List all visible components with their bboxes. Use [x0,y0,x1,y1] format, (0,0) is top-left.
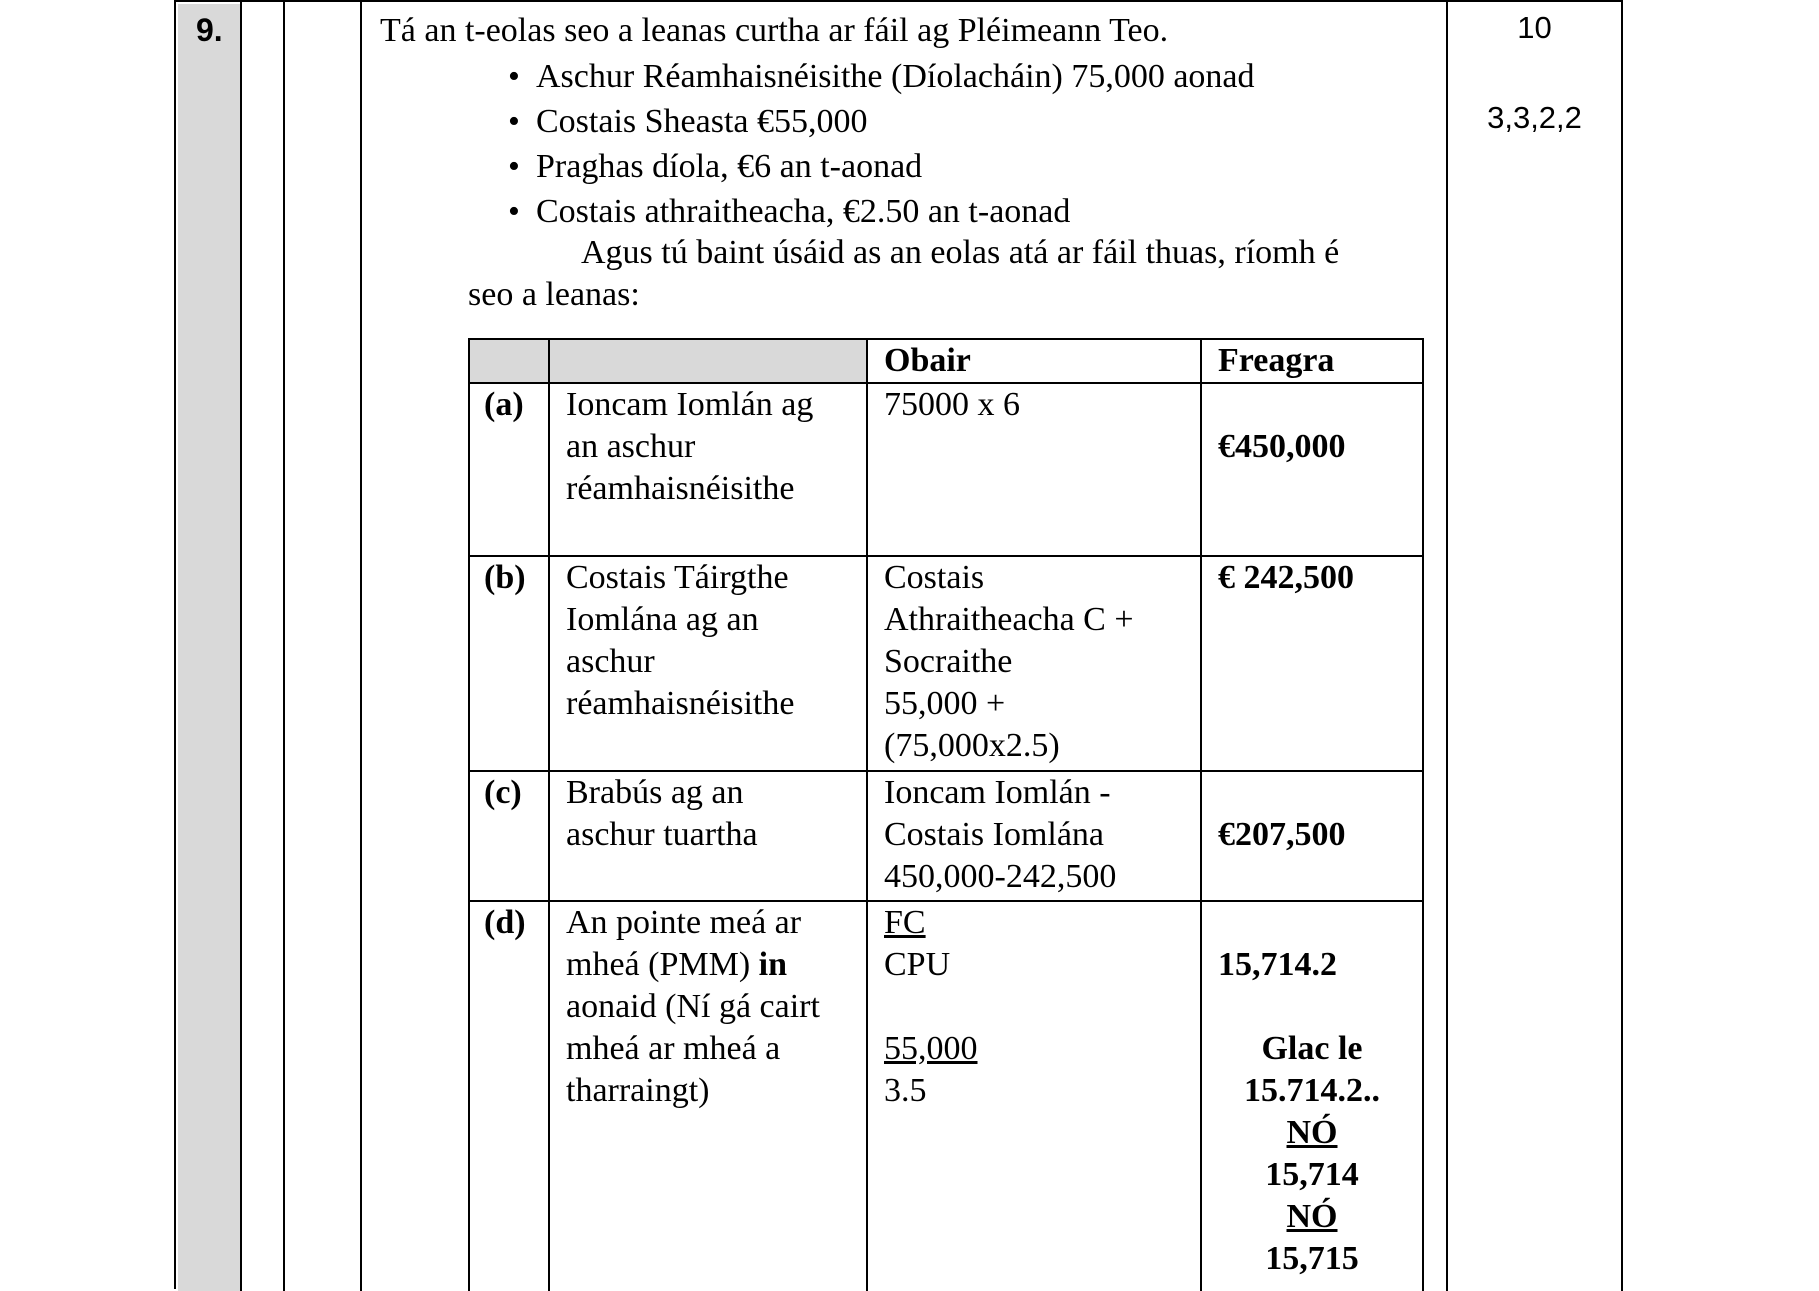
row-c-work [884,772,1116,898]
work-line: 55,000 + [884,685,1006,722]
answer-line: 15.714.2.. [1244,1072,1380,1109]
work-line: 450,000-242,500 [884,858,1117,895]
column-divider [1621,2,1623,1291]
row-d-answer: 15,714.2 [1218,946,1337,983]
answer-line: Glac le [1261,1030,1363,1067]
row-b-description [566,557,794,725]
desc-line: réamhaisnéisithe [566,685,795,722]
desc-line: mheá ar mheá a [566,1030,781,1067]
desc-line: aschur tuartha [566,816,758,853]
column-divider [240,2,242,1291]
row-a-description [566,384,813,510]
row-b-answer: € 242,500 [1218,559,1354,596]
marking-scheme-table [174,0,1623,1289]
bullet-item: • Costais Sheasta €55,000 [506,99,1255,144]
row-c-description [566,772,758,856]
row-a-answer: €450,000 [1218,428,1346,465]
desc-text: mheá (PMM) [566,946,759,983]
row-b-work [884,557,1134,767]
desc-bold-text: in [758,946,788,983]
work-line: (75,000x2.5) [884,727,1060,764]
desc-line [566,944,820,986]
desc-line: Ioncam Iomlán ag [566,386,814,423]
work-line: Costais Iomlána [884,816,1105,853]
desc-line: tharraingt) [566,1072,710,1109]
column-divider [1446,2,1448,1291]
row-d-accepted-answers [1202,1028,1422,1280]
desc-line: Costais Táirgthe [566,559,789,596]
work-line: Costais [884,559,985,596]
bullet-item: • Aschur Réamhaisnéisithe (Díolacháin) 75,000 aonad [506,54,1255,99]
column-divider [283,2,285,1291]
question-number-cell [178,4,240,1291]
row-a-work: 75000 x 6 [884,386,1020,423]
row-label-b: (b) [484,559,526,596]
header-shading [470,340,866,382]
desc-line: Brabús ag an [566,774,744,811]
answer-line: 15,715 [1265,1240,1359,1277]
marks-breakdown: 3,3,2,2 [1487,100,1582,135]
desc-line: réamhaisnéisithe [566,470,795,507]
total-marks: 10 [1517,10,1552,45]
column-divider [360,2,362,1291]
question-intro: Tá an t-eolas seo a leanas curtha ar fáil ag Pléimeann Teo. [380,12,1169,49]
question-number: 9. [196,12,223,48]
answer-table [468,338,1424,1291]
work-denominator-label: CPU [884,946,951,983]
info-bullet-list [506,54,1255,234]
answer-line: 15,714 [1265,1156,1359,1193]
or-label: NÓ [1286,1198,1338,1235]
instruction-line-2: seo a leanas: [468,276,640,313]
desc-line: aonaid (Ní gá cairt [566,988,820,1025]
row-c-answer: €207,500 [1218,816,1346,853]
header-answer: Freagra [1218,342,1335,379]
bullet-item: • Costais athraitheacha, €2.50 an t-aonad [506,189,1255,234]
row-label-a: (a) [484,386,524,423]
desc-line: Iomlána ag an [566,601,759,638]
desc-line: An pointe meá ar [566,904,802,941]
instruction-line-1: Agus tú baint úsáid as an eolas atá ar fáil thuas, ríomh é [581,234,1340,271]
work-line: Athraitheacha C + [884,601,1134,638]
work-line: Socraithe [884,643,1013,680]
work-denominator: 3.5 [884,1072,927,1109]
work-line: Ioncam Iomlán - [884,774,1111,811]
row-d-description [566,902,820,1112]
work-numerator-label: FC [884,904,926,941]
header-work: Obair [884,342,971,379]
bullet-item: • Praghas díola, €6 an t-aonad [506,144,1255,189]
row-label-d: (d) [484,904,526,941]
or-label: NÓ [1286,1114,1338,1151]
desc-line: aschur [566,643,655,680]
row-label-c: (c) [484,774,522,811]
desc-line: an aschur [566,428,696,465]
row-d-work [884,902,978,1112]
work-numerator: 55,000 [884,1030,978,1067]
